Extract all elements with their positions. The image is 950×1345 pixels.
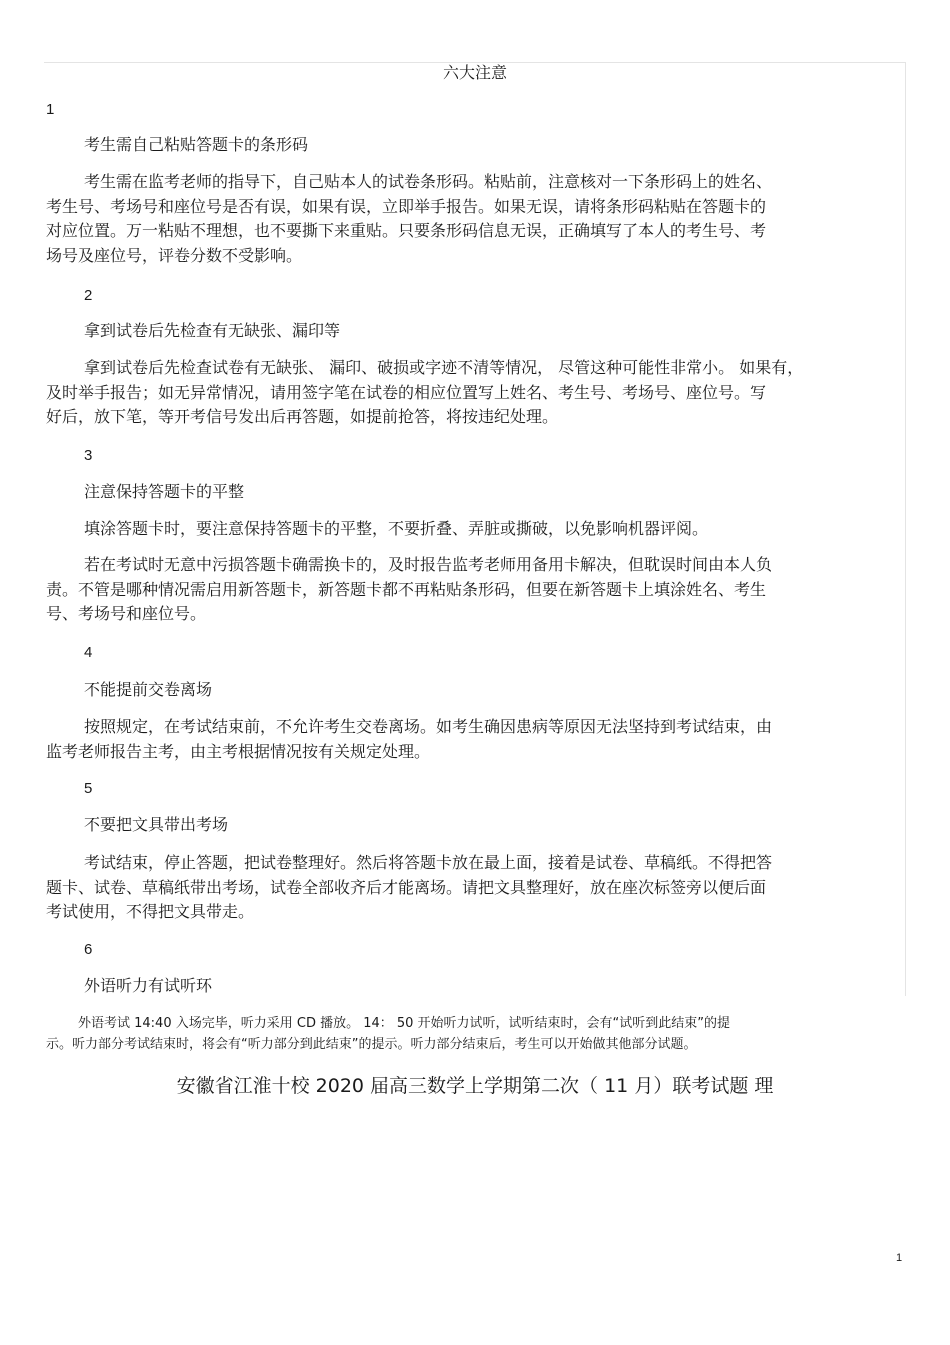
paragraph-line: 考试使用，不得把文具带走。: [46, 902, 255, 921]
paragraph-line: 场号及座位号，评卷分数不受影响。: [46, 245, 303, 265]
page-frame-right-line: [905, 62, 906, 996]
section-number: 4: [84, 644, 93, 661]
paragraph-line: 若在考试时无意中污损答题卡确需换卡的，及时报告监考老师用备用卡解决，但耽误时间由本人负: [84, 555, 773, 574]
section-number: 1: [46, 101, 55, 118]
section-heading: 注意保持答题卡的平整: [84, 482, 245, 501]
section-paragraph: [46, 170, 866, 268]
exam-title: 安徽省江淮十校 2020 届高三数学上学期第二次（ 11 月）联考试题 理: [176, 1075, 774, 1097]
paragraph-line: 按照规定，在考试结束前，不允许考生交卷离场。如考生确因患病等原因无法坚持到考试结束，由: [84, 717, 773, 736]
section-paragraph: [46, 851, 866, 925]
paragraph-line: 填涂答题卡时，要注意保持答题卡的平整，不要折叠、弄脏或撕破，以免影响机器评阅。: [84, 519, 709, 538]
section-heading: 不能提前交卷离场: [84, 680, 213, 699]
paragraph-line: 监考老师报告主考，由主考根据情况按有关规定处理。: [46, 741, 431, 761]
paragraph-line: 号、考场号和座位号。: [46, 604, 207, 623]
section-paragraph: [46, 553, 866, 627]
section-number: 5: [84, 780, 93, 797]
paragraph-line: 对应位置。万一粘贴不理想，也不要撕下来重贴。只要条形码信息无误，正确填写了本人的考生号、考: [46, 221, 767, 240]
section-number: 3: [84, 447, 93, 464]
paragraph-line: 题卡、试卷、草稿纸带出考场，试卷全部收齐后才能离场。请把文具整理好，放在座次标签旁以便后面: [46, 877, 767, 897]
note-line: 示。听力部分考试结束时，将会有“听力部分到此结束”的提示。听力部分结束后，考生可以开始做其他部分试题。: [46, 1037, 697, 1052]
paragraph-line: 考生需在监考老师的指导下，自己贴本人的试卷条形码。粘贴前，注意核对一下条形码上的姓名、: [84, 172, 773, 191]
paragraph-line: 考生号、考场号和座位号是否有误，如果有误，立即举手报告。如果无误，请将条形码粘贴在答题卡的: [46, 196, 767, 216]
section-paragraph: [46, 517, 866, 542]
page-title: 六大注意: [442, 63, 507, 82]
paragraph-line: 考试结束，停止答题，把试卷整理好。然后将答题卡放在最上面，接着是试卷、草稿纸。不得把答: [84, 853, 773, 872]
section-number: 6: [84, 941, 93, 958]
section-heading: 拿到试卷后先检查有无缺张、漏印等: [84, 321, 341, 340]
section-heading: 考生需自己粘贴答题卡的条形码: [84, 135, 309, 154]
note-line: 外语考试 14:40 入场完毕，听力采用 CD 播放。 14： 50 开始听力试听，试听结束时，会有“试听到此结束”的提: [78, 1016, 731, 1031]
section-number: 2: [84, 287, 93, 304]
listening-note: [46, 1013, 896, 1055]
paragraph-line: 拿到试卷后先检查试卷有无缺张、 漏印、破损或字迹不清等情况， 尽管这种可能性非常小。 如果有，: [84, 358, 804, 377]
section-paragraph: [46, 715, 866, 764]
section-paragraph: [46, 356, 866, 430]
section-heading: 外语听力有试听环: [84, 976, 213, 995]
paragraph-line: 责。不管是哪种情况需启用新答题卡，新答题卡都不再粘贴条形码，但要在新答题卡上填涂姓名、考生: [46, 579, 767, 599]
paragraph-line: 及时举手报告；如无异常情况，请用签字笔在试卷的相应位置写上姓名、考生号、考场号、座位号。写: [46, 382, 767, 402]
paragraph-line: 好后，放下笔，等开考信号发出后再答题，如提前抢答，将按违纪处理。: [46, 407, 559, 426]
section-heading: 不要把文具带出考场: [84, 815, 229, 834]
page-number: 1: [896, 1252, 903, 1264]
